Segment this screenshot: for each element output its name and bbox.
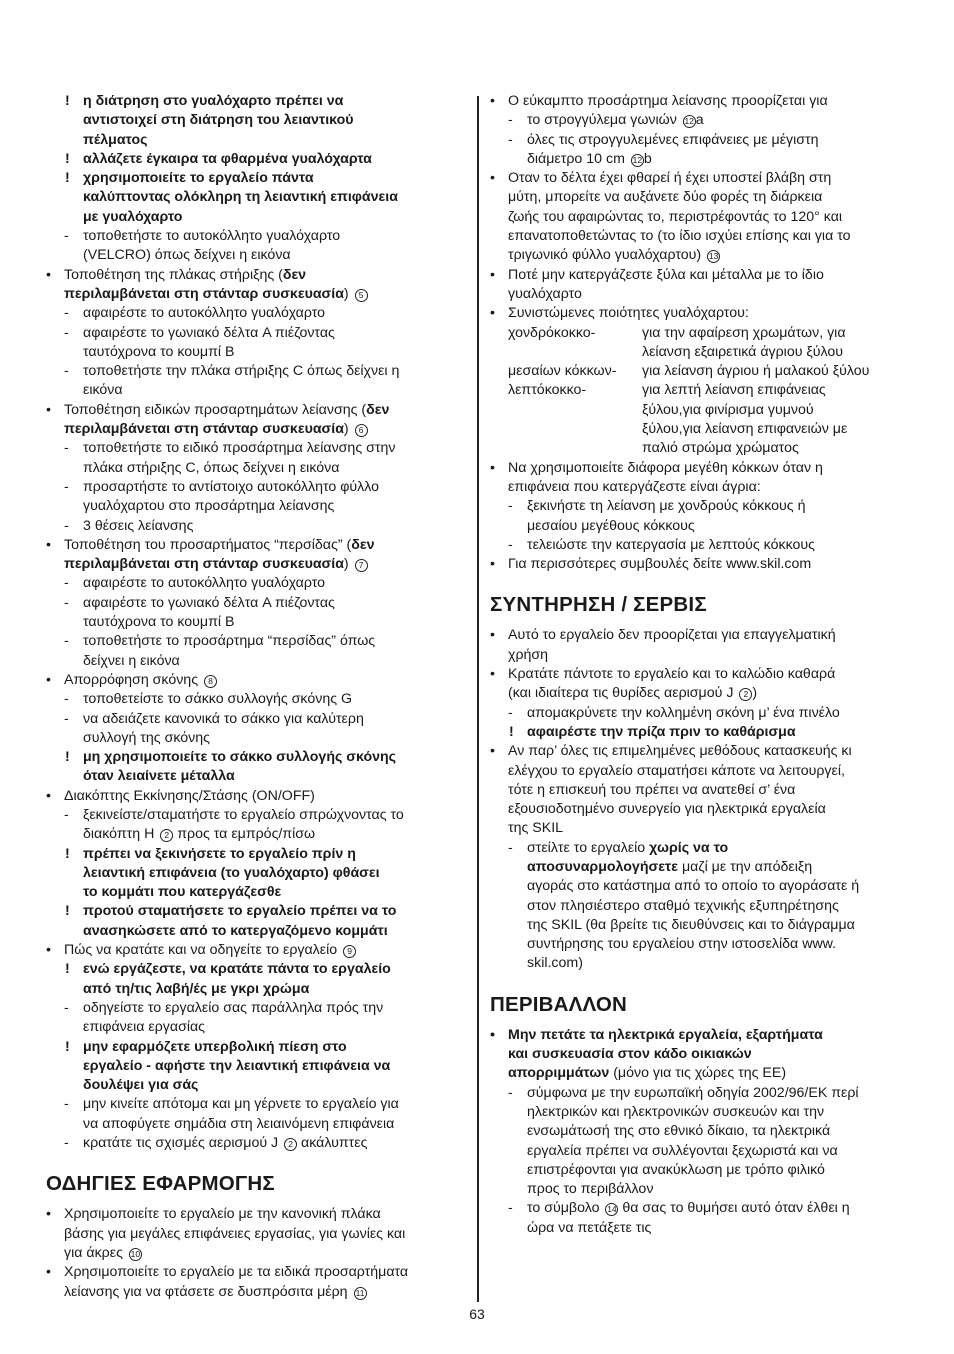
bullet-item: • Διακόπτης Εκκίνησης/Στάσης (ON/OFF): [46, 787, 315, 804]
text-line: skil.com): [527, 955, 583, 972]
text-line: απορριμμάτων (μόνο για τις χώρες της ΕΕ): [508, 1065, 787, 1082]
sub-item: - τοποθετήστε το προσάρτημα “περσίδας” όπως: [64, 633, 376, 650]
sub-item: - στείλτε το εργαλείο χωρίς να το: [508, 839, 729, 856]
text-line: γυαλόχαρτο: [508, 285, 582, 302]
figure-ref: 12: [632, 154, 643, 165]
sub-item: - το σύμβολο 14 θα σας το θυμήσει αυτό όταν έλθει η: [508, 1200, 850, 1217]
text-line: ζωής του αφαιρώντας το, περιστρέφοντάς το 120° και: [508, 208, 843, 225]
text-line: αγοράς στο κατάστημα από το οποίο το αγοράσατε ή: [527, 878, 860, 895]
text-line: διάμετρο 10 cm 12 b: [527, 150, 652, 167]
text-line: ηλεκτρικών και ηλεκτρονικών συσκευών και την: [527, 1103, 825, 1120]
sub-item: - οδηγείστε το εργαλείο σας παράλληλα πρός την: [64, 999, 384, 1016]
bullet-item: • Τοποθέτηση του προσαρτήματος “περσίδας” (δεν: [46, 536, 375, 553]
text-line: λειαντική επιφάνεια (το γυαλόχαρτο) φθάσει: [83, 864, 380, 881]
warning-line: ! προτού σταματήσετε το εργαλείο πρέπει να το: [65, 903, 397, 920]
grit-row: παλιό στρώμα χρώματος: [642, 440, 799, 457]
sub-item: - κρατάτε τις σχισμές αερισμού J 2 ακάλυπτες: [64, 1135, 368, 1152]
warning-line: ! μη χρησιμοποιείτε το σάκκο συλλογής σκόνης: [65, 749, 397, 766]
text-line: επιφάνεια εργασίας: [83, 1019, 206, 1036]
bullet-item: • Απορρόφηση σκόνης 8: [46, 671, 466, 690]
bullet-item: • Οταν το δέλτα έχει φθαρεί ή έχει υποστεί βλάβη στη: [490, 170, 832, 187]
sub-item: - τελειώστε την κατεργασία με λεπτούς κόκκους: [508, 536, 815, 553]
warning-line: ! χρησιμοποιείτε το εργαλείο πάντα: [65, 170, 314, 187]
warning-line: ! αφαιρέστε την πρίζα πριν το καθάρισμα: [509, 723, 796, 740]
sub-item: - ξεκινείστε/σταματήστε το εργαλείο σπρώχνοντας το: [64, 806, 404, 823]
sub-item: - να αδειάζετε κανονικά το σάκκο για καλύτερη: [64, 710, 364, 727]
sub-item: - τοποθετήστε την πλάκα στήριξης C όπως δείχνει η: [64, 363, 400, 380]
text-line: καλύπτοντας ολόκληρη τη λειαντική επιφάνεια: [83, 189, 398, 206]
text-line: αποσυναρμολογήσετε μαζί με την απόδειξη: [527, 858, 813, 875]
text-line: ταυτόχρονα το κουμπί B: [83, 614, 235, 631]
warning-line: ! αλλάζετε έγκαιρα τα φθαρμένα γυαλόχαρτα: [65, 150, 372, 167]
text-line: επανατοποθετώντας το (το ίδιο ισχύει επίσης και για το: [508, 228, 851, 245]
text-line: (και ιδιαίτερα τις θυρίδες αερισμού J 2 ): [508, 685, 758, 702]
text-line: της SKIL: [508, 820, 564, 837]
bullet-item: • Μην πετάτε τα ηλεκτρικά εργαλεία, εξαρτήματα: [490, 1026, 823, 1043]
bullet-item: • Αν παρ’ όλες τις επιμελημένες μεθόδους κατασκευής κι: [490, 743, 852, 760]
sub-item: - το στρογγύλεμα γωνιών 12 a: [508, 112, 704, 129]
text-line: περιλαμβάνεται στη στάνταρ συσκευασία) 7: [46, 555, 466, 574]
sub-item: - αφαιρέστε το γωνιακό δέλτα A πιέζοντας: [64, 324, 335, 341]
text-line: μύτη, μπορείτε να αυξάνετε δύο φορές τη διάρκεια: [508, 189, 823, 206]
text-line: επιφάνεια που κατεργάζεστε είναι άγρια:: [508, 478, 761, 495]
figure-ref: 5: [355, 289, 368, 302]
text-line: βάσης για μεγάλες επιφάνειες εργασίας, για γωνίες και: [64, 1225, 406, 1242]
bullet-item: • Συνιστώμενες ποιότητες γυαλόχαρτου:: [490, 305, 749, 322]
right-column: [490, 92, 910, 1238]
bullet-item: • Πώς να κρατάτε και να οδηγείτε το εργαλείο 9: [46, 941, 466, 960]
sub-item: - τοποθετήστε το αυτοκόλλητο γυαλόχαρτο: [64, 228, 341, 245]
left-column: [46, 92, 466, 1302]
text-line: ώρα να πετάξετε τις: [527, 1219, 652, 1236]
grit-row: ξύλου,για λείανση επιφανειών με: [642, 421, 848, 438]
text-line: της SKIL (θα βρείτε τις διευθύνσεις και το διάγραμμα: [527, 916, 855, 933]
text-line: εικόνα: [83, 382, 123, 399]
warning-line: ! ενώ εργάζεστε, να κρατάτε πάντα το εργαλείο: [65, 961, 391, 978]
bullet-item: • Αυτό το εργαλείο δεν προορίζεται για επαγγελματική: [490, 627, 836, 644]
warning-line: ! η διάτρηση στο γυαλόχαρτο πρέπει να: [65, 93, 344, 109]
sub-item: - απομακρύνετε την κολλημένη σκόνη μ’ ένα πινέλο: [508, 704, 840, 721]
grit-row: ξύλου,για φινίρισμα γυμνού: [642, 401, 814, 418]
section-heading-environment: ΠΕΡΙΒΑΛΛΟΝ: [490, 992, 628, 1016]
bullet-item: • Τοποθέτηση της πλάκας στήριξης (δεν: [46, 266, 307, 283]
sub-item: - σύμφωνα με την ευρωπαϊκή οδηγία 2002/96/ΕΚ περί: [508, 1084, 859, 1101]
text-line: από τη/τις λαβή/ές με γκρι χρώμα: [83, 980, 310, 997]
text-line: χρήση: [508, 646, 549, 663]
text-line: στον πλησιέστερο σταθμό τεχνικής εξυπηρέτησης: [527, 897, 839, 914]
page-number: 63: [469, 1306, 485, 1322]
text-line: για άκρες 10: [64, 1244, 141, 1261]
text-line: όταν λειαίνετε μέταλλα: [83, 768, 235, 785]
figure-ref: 8: [204, 675, 217, 688]
warning-line: ! μην εφαρμόζετε υπερβολική πίεση στο: [65, 1038, 347, 1055]
text-line: (VELCRO) όπως δείχνει η εικόνα: [83, 247, 291, 264]
figure-ref: 12: [684, 116, 695, 127]
text-line: να αποφύγετε σημάδια στη λειαινόμενη επιφάνεια: [83, 1115, 395, 1132]
text-line: επιστρέφονται για ανακύκλωση με τρόπο φιλικό: [527, 1161, 825, 1178]
sub-item: - τοποθετείστε το σάκκο συλλογής σκόνης G: [64, 691, 353, 708]
text-line: λείανσης για να φτάσετε σε δυσπρόσιτα μέρη 11: [46, 1283, 466, 1302]
text-line: το κομμάτι που κατεργάζεσθε: [83, 884, 282, 901]
text-line: ανασηκώσετε από το κατεργαζόμενο κομμάτι: [83, 922, 388, 939]
text-line: προς το περιβάλλον: [527, 1181, 654, 1198]
text-line: και συσκευασία στον κάδο οικιακών: [508, 1046, 752, 1063]
section-heading-maintenance: ΣΥΝΤΗΡΗΣΗ / ΣΕΡΒΙΣ: [490, 593, 707, 617]
sub-item: - 3 θέσεις λείανσης: [64, 517, 194, 534]
text-line: συλλογή της σκόνης: [83, 729, 210, 746]
figure-ref: 6: [355, 424, 368, 437]
text-line: περιλαμβάνεται στη στάνταρ συσκευασία) 5: [46, 285, 466, 304]
text-line: εργαλεία πρέπει να συλλέγονται ξεχωριστά και να: [527, 1142, 838, 1159]
sub-item: - αφαιρέστε το αυτοκόλλητο γυαλόχαρτο: [64, 575, 325, 592]
text-line: δείχνει η εικόνα: [83, 652, 180, 669]
sub-item: - τοποθετήστε το ειδικό προσάρτημα λείανσης στην: [64, 440, 396, 457]
figure-ref: 13: [708, 251, 719, 262]
grit-row: λεπτόκοκκο- για λεπτή λείανση επιφάνειας: [508, 382, 826, 399]
text-line: πέλματος: [83, 131, 148, 148]
sub-item: - μην κινείτε απότομα και μη γέρνετε το εργαλείο για: [64, 1096, 399, 1113]
text-line: αντιστοιχεί στη διάτρηση του λειαντικού: [83, 112, 354, 129]
figure-ref: 2: [284, 1138, 297, 1151]
grit-row: λείανση εξαιρετικά άγριου ξύλου: [642, 343, 844, 360]
text-line: ελέγχου το εργαλείο σταματήσει κάποτε να λειτουργεί,: [508, 762, 845, 779]
figure-ref: 9: [343, 945, 356, 958]
sub-item: - αφαιρέστε το γωνιακό δέλτα A πιέζοντας: [64, 594, 335, 611]
sub-item: - προσαρτήστε το αντίστοιχο αυτοκόλλητο φύλλο: [64, 478, 380, 495]
text-line: πλάκα στήριξης C, όπως δείχνει η εικόνα: [83, 459, 340, 476]
text-line: ταυτόχρονα το κουμπί B: [83, 343, 235, 360]
text-line: διακόπτη H 2 προς τα εμπρός/πίσω: [83, 826, 316, 843]
text-line: ενσωμάτωσή της στο εθνικό δίκαιο, τα ηλεκτρικά: [527, 1123, 831, 1140]
text-line: με γυαλόχαρτο: [83, 208, 183, 225]
bullet-item: • Ποτέ μην κατεργάζεστε ξύλα και μέταλλα με το ίδιο: [490, 266, 824, 283]
figure-ref: 11: [354, 1287, 367, 1300]
bullet-item: • Κρατάτε πάντοτε το εργαλείο και το καλώδιο καθαρά: [490, 666, 836, 683]
figure-ref: 2: [739, 688, 752, 701]
text-line: γυαλόχαρτου στο προσάρτημα λείανσης: [83, 498, 335, 515]
text-line: συντήρησης του εργαλείου στην ιστοσελίδα www.: [527, 936, 837, 953]
text-line: δουλέψει για σάς: [83, 1077, 199, 1094]
grit-row: χονδρόκοκκο- για την αφαίρεση χρωμάτων, για: [508, 324, 846, 341]
section-heading-application: ΟΔΗΓΙΕΣ ΕΦΑΡΜΟΓΗΣ: [46, 1172, 275, 1196]
figure-ref: 2: [160, 829, 173, 842]
text-line: περιλαμβάνεται στη στάνταρ συσκευασία) 6: [46, 420, 466, 439]
sub-item: - αφαιρέστε το αυτοκόλλητο γυαλόχαρτο: [64, 305, 325, 322]
text-line: εργαλείο - αφήστε την λειαντική επιφάνεια να: [83, 1057, 391, 1074]
warning-line: ! πρέπει να ξεκινήσετε το εργαλείο πρίν η: [65, 845, 356, 862]
sub-item: - ξεκινήστε τη λείανση με χονδρούς κόκκους ή: [508, 498, 806, 515]
text-line: τριγωνικό φύλλο γυαλόχαρτου) 13: [508, 247, 719, 264]
text-line: εξουσιοδοτημένο συνεργείο για ηλεκτρικά εργαλεία: [508, 801, 826, 818]
bullet-item: • Για περισσότερες συμβουλές δείτε www.skil.com: [490, 556, 812, 573]
figure-ref: 7: [355, 559, 368, 572]
bullet-item: • Να χρησιμοποιείτε διάφορα μεγέθη κόκκων όταν η: [490, 459, 823, 476]
sub-item: - όλες τις στρογγυλεμένες επιφάνειες με μέγιστη: [508, 131, 819, 148]
figure-ref: 14: [607, 1204, 617, 1215]
bullet-item: • Χρησιμοποιείτε το εργαλείο με την κανονική πλάκα: [46, 1206, 381, 1223]
text-line: τότε η επισκευή του πρέπει να ανατεθεί σ’ ένα: [508, 781, 796, 798]
bullet-item: • Χρησιμοποιείτε το εργαλείο με τα ειδικά προσαρτήματα: [46, 1264, 409, 1281]
bullet-item: • Τοποθέτηση ειδικών προσαρτημάτων λείανσης (δεν: [46, 401, 390, 418]
figure-ref: 10: [130, 1248, 141, 1259]
column-divider: [477, 96, 479, 1302]
text-line: μεσαίου μεγέθους κόκκους: [527, 517, 695, 534]
grit-row: μεσαίων κόκκων- για λείανση άγριου ή μαλακού ξύλου: [508, 363, 870, 380]
bullet-item: • O εύκαμπτο προσάρτημα λείανσης προορίζεται για: [490, 93, 828, 109]
